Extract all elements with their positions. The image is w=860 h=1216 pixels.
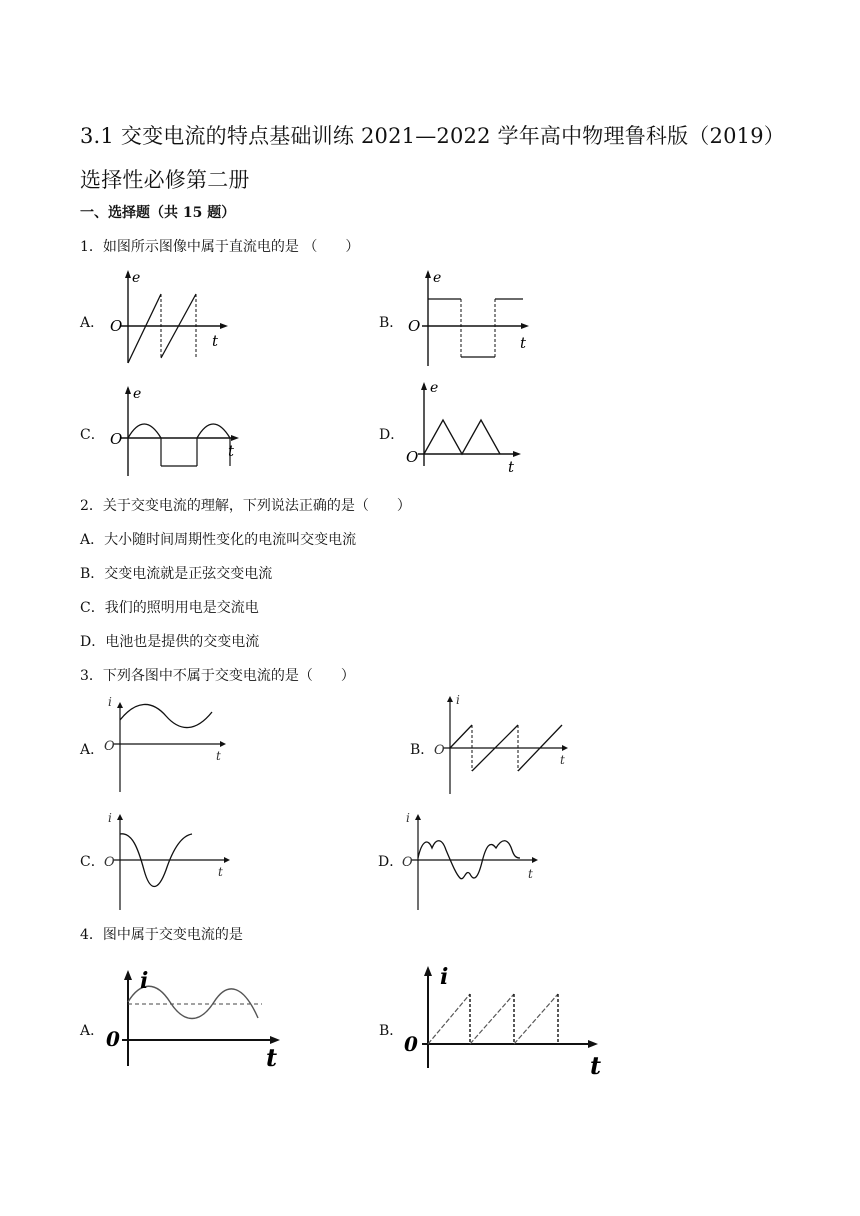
svg-text:i: i	[108, 811, 112, 825]
q3-graph-b	[430, 692, 580, 796]
svg-text:i: i	[108, 695, 112, 709]
svg-text:t: t	[520, 334, 527, 352]
q4-graph-b	[398, 958, 608, 1078]
q2-option-a: A．大小随时间周期性变化的电流叫交变电流	[80, 532, 357, 548]
svg-text:t: t	[528, 867, 533, 881]
svg-text:i: i	[440, 964, 449, 990]
question-2-stem: 2．关于交变电流的理解，下列说法正确的是（ ）	[80, 498, 411, 514]
svg-text:O: O	[406, 448, 419, 466]
svg-text:t: t	[590, 1051, 602, 1078]
q1-option-d-label: D．	[379, 427, 405, 443]
svg-text:e: e	[433, 270, 442, 286]
axis-label-y: e	[132, 270, 141, 286]
svg-text:O: O	[434, 743, 445, 758]
q1-graph-b	[400, 268, 540, 370]
q3-graph-a	[100, 694, 240, 794]
section-heading: 一、选择题（共 15 题）	[80, 205, 236, 221]
q1-graph-a	[100, 268, 240, 370]
q3-option-b-label: B．	[410, 742, 435, 758]
svg-text:O: O	[104, 855, 115, 870]
svg-text:e: e	[133, 386, 142, 402]
svg-text:i: i	[140, 968, 149, 994]
svg-text:O: O	[110, 430, 123, 448]
q3-option-d-label: D．	[378, 854, 404, 870]
q4-graph-a	[100, 962, 290, 1072]
question-3-stem: 3．下列各图中不属于交变电流的是（ ）	[80, 668, 355, 684]
page-title: 3.1 交变电流的特点基础训练 2021—2022 学年高中物理鲁科版（2019）选择性必修第二册	[80, 124, 785, 192]
svg-text:i: i	[456, 693, 460, 707]
q2-option-d: D．电池也是提供的交变电流	[80, 634, 260, 650]
q1-graph-c	[100, 384, 250, 480]
q4-option-b-label: B．	[379, 1023, 404, 1039]
q2-option-c: C．我们的照明用电是交流电	[80, 600, 259, 616]
svg-text:t: t	[228, 442, 235, 460]
q3-graph-c	[100, 808, 240, 912]
axis-label-x: t	[212, 332, 219, 350]
q1-option-c-label: C．	[80, 427, 105, 443]
svg-text:t: t	[560, 753, 565, 767]
svg-text:0: 0	[106, 1027, 120, 1051]
question-1-stem: 1．如图所示图像中属于直流电的是 （ ）	[80, 239, 360, 255]
svg-text:t: t	[266, 1043, 278, 1072]
svg-text:t: t	[216, 749, 221, 763]
svg-text:e: e	[430, 380, 439, 396]
svg-text:O: O	[408, 317, 421, 335]
q1-graph-d	[400, 380, 530, 476]
q3-option-a-label: A．	[80, 742, 105, 758]
q3-graph-d	[398, 808, 548, 912]
svg-text:O: O	[104, 739, 115, 754]
svg-text:t: t	[218, 865, 223, 879]
svg-text:0: 0	[404, 1032, 418, 1056]
svg-text:t: t	[508, 458, 515, 476]
svg-text:O: O	[402, 855, 413, 870]
question-4-stem: 4．图中属于交变电流的是	[80, 927, 243, 943]
q1-option-b-label: B．	[379, 315, 404, 331]
q1-option-a-label: A．	[80, 315, 105, 331]
q3-option-c-label: C．	[80, 854, 105, 870]
origin-label: O	[110, 317, 123, 335]
q4-option-a-label: A．	[80, 1023, 105, 1039]
q2-option-b: B．交变电流就是正弦交变电流	[80, 566, 273, 582]
svg-text:i: i	[406, 811, 410, 825]
